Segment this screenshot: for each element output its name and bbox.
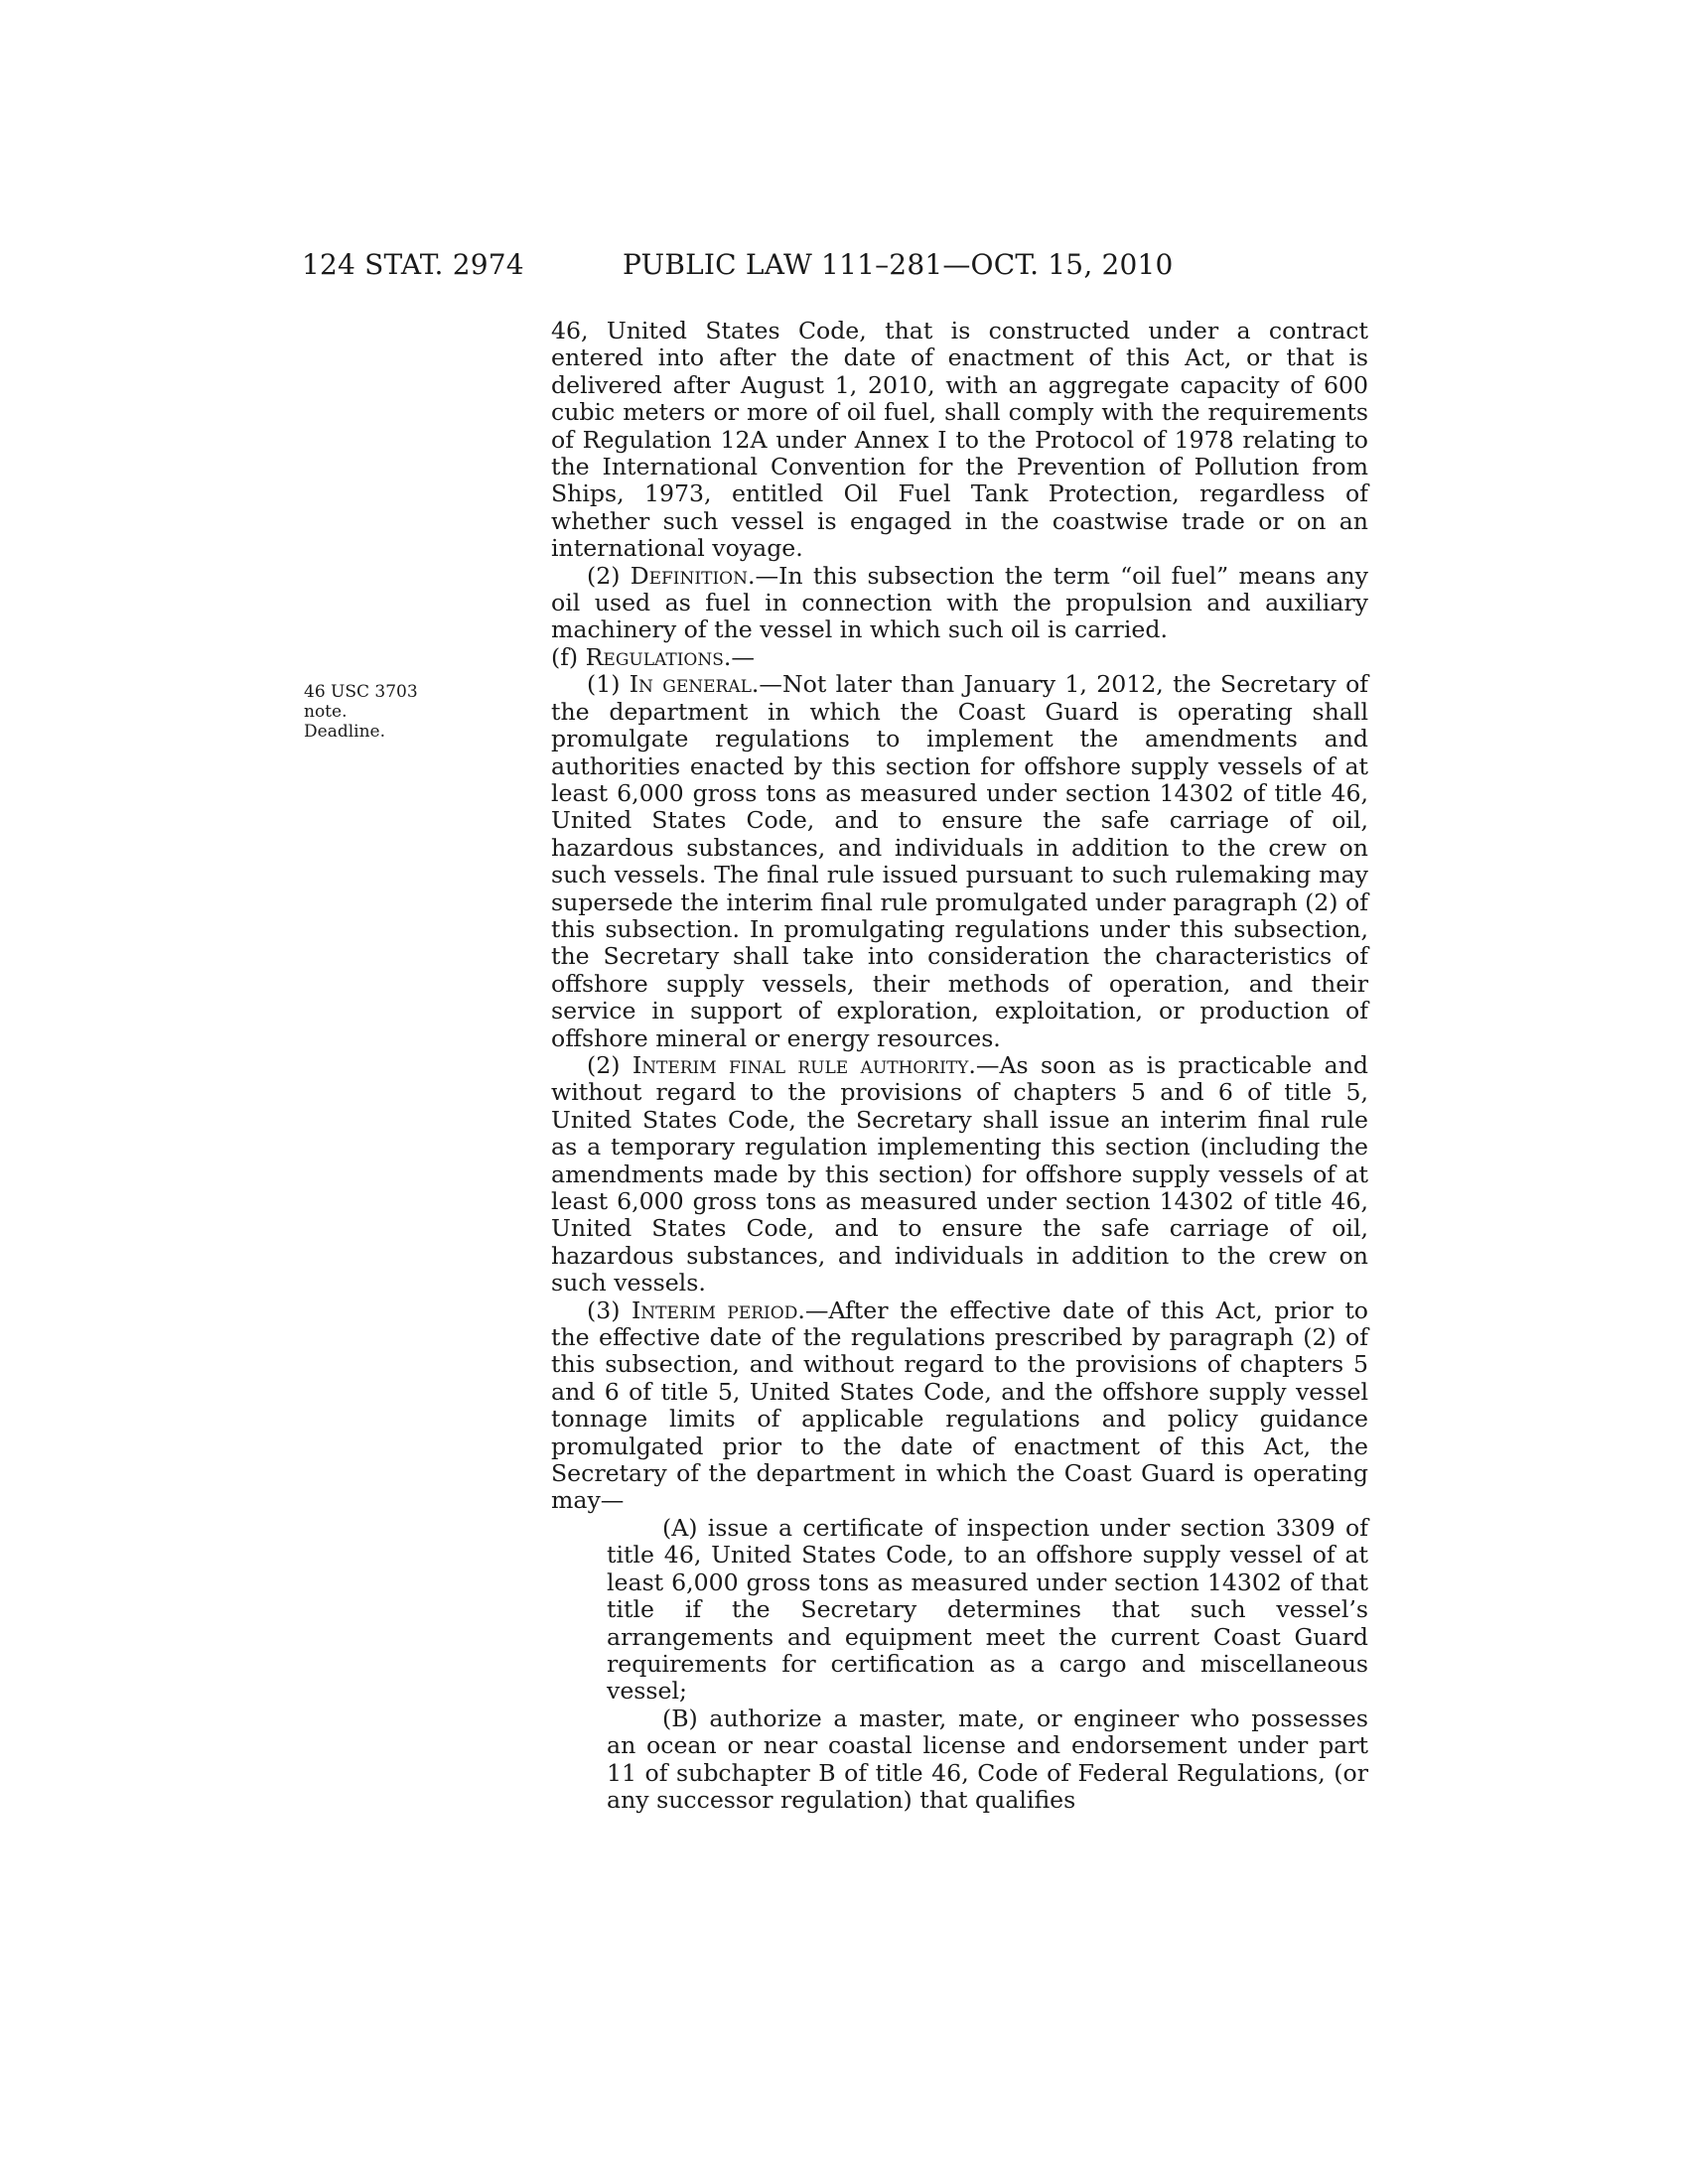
subsection-heading: Regulations. [585,642,732,671]
paragraph-in-general [551,671,1368,1052]
paragraph-definition [551,563,1368,644]
margin-note-citation: 46 USC 3703 [304,682,418,702]
paragraph-number: (2) [587,1050,633,1079]
margin-note-type: note. [304,702,348,722]
margin-note-deadline: Deadline. [304,722,385,742]
subsection-dash: — [731,642,755,671]
subparagraph-b: (B) authorize a master, mate, or engineer who possesses an ocean or near coastal license and endorsement under part 11 of subchapter B of title 46, Code of Federal Regulations, (or any successor regulation) that qualifies [607,1704,1368,1814]
statute-page-reference: 124 STAT. 2974 [302,248,524,281]
margin-note [304,682,418,742]
paragraph-number: (2) [587,561,631,590]
paragraph-number: (3) [587,1296,632,1324]
paragraph-interim-final-rule [551,1052,1368,1297]
paragraph-number: (1) [587,670,630,699]
subsection-regulations [551,644,1368,671]
paragraph-interim-period [551,1297,1368,1515]
paragraph-text: —As soon as is practicable and without regard to the provisions of chapters 5 and 6 of title 5, United States Code, the Secretary shall issue an interim final rule as a temporary regulation implementing this section (including the amendments made by this section) for offshore supply vessels of at least 6,000 gross tons as measured under section 14302 of title 46, United States Code, and to ensure the safe carriage of oil, hazardous substances, and individuals in addition to the crew on such vessels. [551,1050,1368,1297]
paragraph-heading: Interim period. [631,1296,805,1324]
paragraph-text: —Not later than January 1, 2012, the Secretary of the department in which the Coast Guard is operating shall promulgate regulations to implement the amendments and authorities enacted by this section for offshore supply vessels of at least 6,000 gross tons as measured under section 14302 of title 46, United States Code, and to ensure the safe carriage of oil, hazardous substances, and individuals in addition to the crew on such vessels. The final rule issued pursuant to such rulemaking may supersede the interim final rule promulgated under paragraph (2) of this subsection. In promulgating regulations under this subsection, the Secretary shall take into consideration the characteristics of offshore supply vessels, their methods of operation, and their service in support of exploration, exploitation, or production of offshore mineral or energy resources. [551,670,1369,1052]
subsection-number: (f) [551,642,586,671]
subparagraph-a: (A) issue a certificate of inspection under section 3309 of title 46, United States Code, to an offshore supply vessel of at least 6,000 gross tons as measured under section 14302 of that title if the Secretary determines that such vessel’s arrangements and equipment meet the current Coast Guard requirements for certification as a cargo and miscellaneous vessel; [607,1513,1368,1706]
statute-body [551,318,1368,1814]
paragraph-continuation: 46, United States Code, that is constructed under a contract entered into after the date of enactment of this Act, or that is delivered after August 1, 2010, with an aggregate capacity of 600 cubic meters or more of oil fuel, shall comply with the requirements of Regulation 12A under Annex I to the Protocol of 1978 relating to the International Convention for the Prevention of Pollution from Ships, 1973, entitled Oil Fuel Tank Protection, regardless of whether such vessel is engaged in the coastwise trade or on an international voyage. [551,317,1368,563]
paragraph-text: —After the effective date of this Act, prior to the effective date of the regulations prescribed by paragraph (2) of this subsection, and without regard to the provisions of chapters 5 and 6 of title 5, United States Code, and the offshore supply vessel tonnage limits of applicable regulations and policy guidance promulgated prior to the date of enactment of this Act, the Secretary of the department in which the Coast Guard is operating may— [551,1296,1369,1515]
paragraph-heading: Definition. [630,561,756,590]
page-header [0,248,1688,288]
paragraph-text: —In this subsection the term “oil fuel” means any oil used as fuel in connection with the propulsion and auxiliary machinery of the vessel in which such oil is carried. [551,561,1368,644]
public-law-reference: PUBLIC LAW 111–281—OCT. 15, 2010 [623,248,1174,281]
paragraph-heading: In general. [629,670,760,699]
paragraph-heading: Interim final rule authority. [632,1050,976,1079]
